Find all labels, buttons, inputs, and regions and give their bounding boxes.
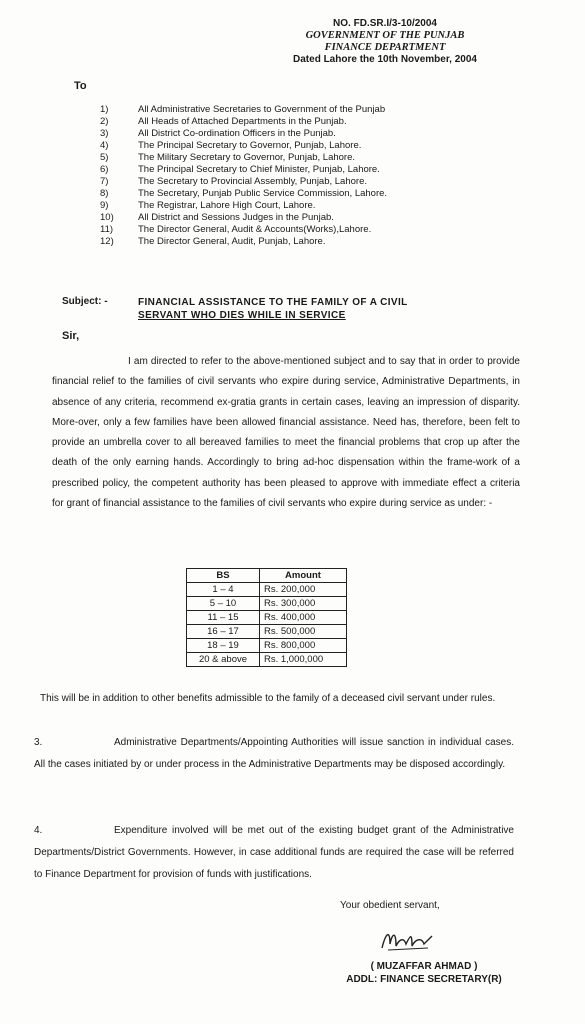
- table-cell-amount: Rs. 200,000: [260, 583, 347, 597]
- table-cell-bs: 11 – 15: [187, 611, 260, 625]
- addressee-text: All Administrative Secretaries to Government of the Punjab: [138, 104, 386, 115]
- addressee-item: [100, 212, 480, 224]
- table-cell-amount: Rs. 300,000: [260, 597, 347, 611]
- addressee-item: [100, 176, 480, 188]
- addressee-text: The Secretary, Punjab Public Service Commission, Lahore.: [138, 188, 388, 199]
- signatory-block: [324, 960, 524, 986]
- addressee-number: 3): [100, 128, 109, 139]
- addressee-number: 1): [100, 104, 109, 115]
- letter-header: [270, 18, 500, 66]
- paragraph-4-text: Expenditure involved will be met out of the existing budget grant of the Administrative Departments/District Governments. However, in case additional funds are required the case will be referred to Finance Department for provision of funds with justifications.: [34, 825, 514, 880]
- addressee-item: [100, 236, 480, 248]
- paragraph-3-number: 3.: [34, 737, 43, 748]
- to-label: To: [74, 80, 87, 92]
- handwritten-signature: [378, 926, 438, 956]
- table-row: [187, 583, 347, 597]
- table-row: [187, 597, 347, 611]
- addressee-text: The Principal Secretary to Governor, Punjab, Lahore.: [138, 140, 362, 151]
- reference-number: NO. FD.SR.I/3-10/2004: [333, 18, 437, 29]
- subject-line-1: FINANCIAL ASSISTANCE TO THE FAMILY OF A CIVIL: [138, 297, 408, 308]
- addressee-number: 4): [100, 140, 109, 151]
- table-row: [187, 625, 347, 639]
- addressee-number: 7): [100, 176, 109, 187]
- addressee-item: [100, 200, 480, 212]
- table-cell-bs: 1 – 4: [187, 583, 260, 597]
- table-cell-amount: Rs. 1,000,000: [260, 653, 347, 667]
- table-header-amount: Amount: [260, 569, 347, 583]
- addressee-number: 6): [100, 164, 109, 175]
- table-cell-bs: 18 – 19: [187, 639, 260, 653]
- addressee-text: The Principal Secretary to Chief Minister, Punjab, Lahore.: [138, 164, 380, 175]
- subject-line-2: SERVANT WHO DIES WHILE IN SERVICE: [138, 310, 346, 321]
- addressee-text: The Registrar, Lahore High Court, Lahore.: [138, 200, 316, 211]
- paragraph-4-number: 4.: [34, 825, 43, 836]
- table-cell-bs: 16 – 17: [187, 625, 260, 639]
- addressee-number: 12): [100, 236, 114, 247]
- subject-label: Subject: -: [62, 296, 108, 307]
- addressee-item: [100, 164, 480, 176]
- table-cell-bs: 5 – 10: [187, 597, 260, 611]
- salutation: Sir,: [62, 330, 80, 342]
- table-cell-amount: Rs. 500,000: [260, 625, 347, 639]
- table-header-bs: BS: [187, 569, 260, 583]
- addressee-number: 9): [100, 200, 109, 211]
- addressee-text: All District and Sessions Judges in the Punjab.: [138, 212, 334, 223]
- paragraph-3: [34, 732, 514, 776]
- paragraph-2: This will be in addition to other benefits admissible to the family of a deceased civil servant under rules.: [40, 693, 496, 704]
- closing-line: Your obedient servant,: [340, 900, 440, 911]
- addressee-number: 5): [100, 152, 109, 163]
- assistance-table: [186, 568, 347, 667]
- table-cell-amount: Rs. 400,000: [260, 611, 347, 625]
- paragraph-1-text: I am directed to refer to the above-mentioned subject and to say that in order to provide financial relief to the families of civil servants who expire during service, Administrative Departments, in absence of any criteria, recommend ex-gratia grants in certain cases, leaving an impression of disparity. More-over, only a few families have been allowed financial assistance. Need has, therefore, been felt to provide an umbrella cover to all bereaved families to meet the financial problems that crop up after the death of the only earning hands. Accordingly to bring ad-hoc dispensation within the frame-work of a prescribed policy, the competent authority has been pleased to approve with immediate effect a criteria for grant of financial assistance to the families of civil servants who expire during service as under: -: [52, 356, 520, 510]
- table-cell-amount: Rs. 800,000: [260, 639, 347, 653]
- letter-date: Dated Lahore the 10th November, 2004: [293, 54, 477, 65]
- table-row: [187, 639, 347, 653]
- addressee-number: 2): [100, 116, 109, 127]
- signatory-name: ( MUZAFFAR AHMAD ): [370, 961, 478, 972]
- table-row: [187, 653, 347, 667]
- addressee-number: 10): [100, 212, 114, 223]
- paragraph-3-text: Administrative Departments/Appointing Authorities will issue sanction in individual cases. All the cases initiated by or under process in the Administrative Departments may be disposed accordingly.: [34, 737, 514, 770]
- addressee-text: The Military Secretary to Governor, Punjab, Lahore.: [138, 152, 356, 163]
- addressee-number: 11): [100, 224, 114, 235]
- addressee-text: The Director General, Audit, Punjab, Lahore.: [138, 236, 326, 247]
- addressee-number: 8): [100, 188, 109, 199]
- addressee-text: The Director General, Audit & Accounts(Works),Lahore.: [138, 224, 372, 235]
- addressee-item: [100, 188, 480, 200]
- table-cell-bs: 20 & above: [187, 653, 260, 667]
- addressee-item: [100, 128, 480, 140]
- addressee-text: All District Co-ordination Officers in the Punjab.: [138, 128, 336, 139]
- table-row: [187, 611, 347, 625]
- paragraph-4: [34, 820, 514, 886]
- addressee-item: [100, 104, 480, 116]
- addressee-item: [100, 152, 480, 164]
- addressee-item: [100, 224, 480, 236]
- addressee-text: All Heads of Attached Departments in the Punjab.: [138, 116, 347, 127]
- paragraph-1: [52, 352, 520, 514]
- addressee-item: [100, 140, 480, 152]
- addressee-list: [100, 104, 480, 248]
- government-name: GOVERNMENT OF THE PUNJAB: [305, 30, 465, 41]
- addressee-text: The Secretary to Provincial Assembly, Punjab, Lahore.: [138, 176, 367, 187]
- department-name: FINANCE DEPARTMENT: [324, 42, 446, 53]
- signatory-title: ADDL: FINANCE SECRETARY(R): [346, 974, 502, 985]
- addressee-item: [100, 116, 480, 128]
